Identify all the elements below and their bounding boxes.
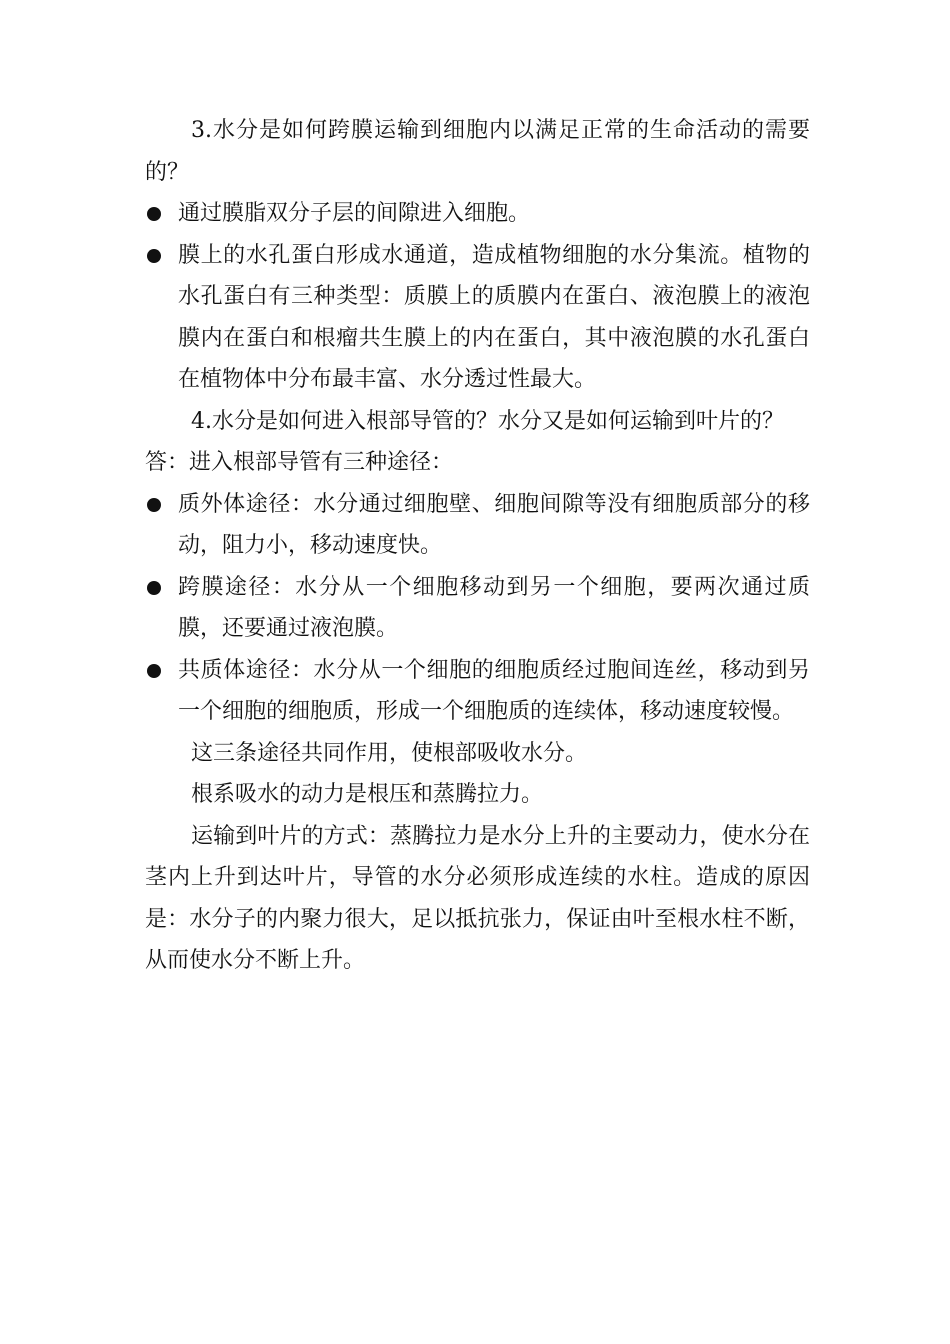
bullet-dot-icon bbox=[147, 581, 161, 595]
q4-bullet-1 bbox=[145, 484, 810, 567]
document-page bbox=[145, 110, 810, 982]
q3-bullet-1-text: 通过膜脂双分子层的间隙进入细胞。 bbox=[178, 201, 531, 226]
bullet-dot-icon bbox=[147, 207, 161, 221]
answer-intro: 答：进入根部导管有三种途径： bbox=[145, 450, 454, 475]
driving-force-paragraph: 根系吸水的动力是根压和蒸腾拉力。 bbox=[191, 782, 544, 807]
q3-bullet-2-text: 膜上的水孔蛋白形成水通道，造成植物细胞的水分集流。植物的水孔蛋白有三种类型：质膜上的质膜内在蛋白、液泡膜上的液泡膜内在蛋白和根瘤共生膜上的内在蛋白，其中液泡膜的水孔蛋白在植物体中分布最丰富、水分透过性最大。 bbox=[178, 242, 810, 392]
q4-bullet-3 bbox=[145, 650, 810, 733]
q3-bullet-1 bbox=[145, 193, 810, 235]
summary-paragraph: 这三条途径共同作用，使根部吸收水分。 bbox=[191, 740, 588, 766]
bullet-dot-icon bbox=[147, 249, 161, 263]
q4-bullet-1-text: 质外体途径：水分通过细胞壁、细胞间隙等没有细胞质部分的移动，阻力小，移动速度快。 bbox=[178, 491, 810, 558]
bullet-dot-icon bbox=[147, 498, 161, 512]
transport-paragraph: 运输到叶片的方式：蒸腾拉力是水分上升的主要动力，使水分在茎内上升到达叶片，导管的水分必须形成连续的水柱。造成的原因是：水分子的内聚力很大，足以抵抗张力，保证由叶至根水柱不断，从而使水分不断上升。 bbox=[145, 823, 810, 973]
q4-bullet-2-text: 跨膜途径：水分从一个细胞移动到另一个细胞，要两次通过质膜，还要通过液泡膜。 bbox=[178, 574, 810, 641]
q4-bullet-2 bbox=[145, 567, 810, 650]
q4-bullet-3-text: 共质体途径：水分从一个细胞的细胞质经过胞间连丝，移动到另一个细胞的细胞质，形成一个细胞质的连续体，移动速度较慢。 bbox=[178, 657, 810, 724]
question-3: 3.水分是如何跨膜运输到细胞内以满足正常的生命活动的需要的？ bbox=[145, 118, 810, 185]
q3-bullet-2 bbox=[145, 235, 810, 401]
bullet-dot-icon bbox=[147, 664, 161, 678]
question-4: 4.水分是如何进入根部导管的？水分又是如何运输到叶片的？ bbox=[191, 408, 784, 434]
